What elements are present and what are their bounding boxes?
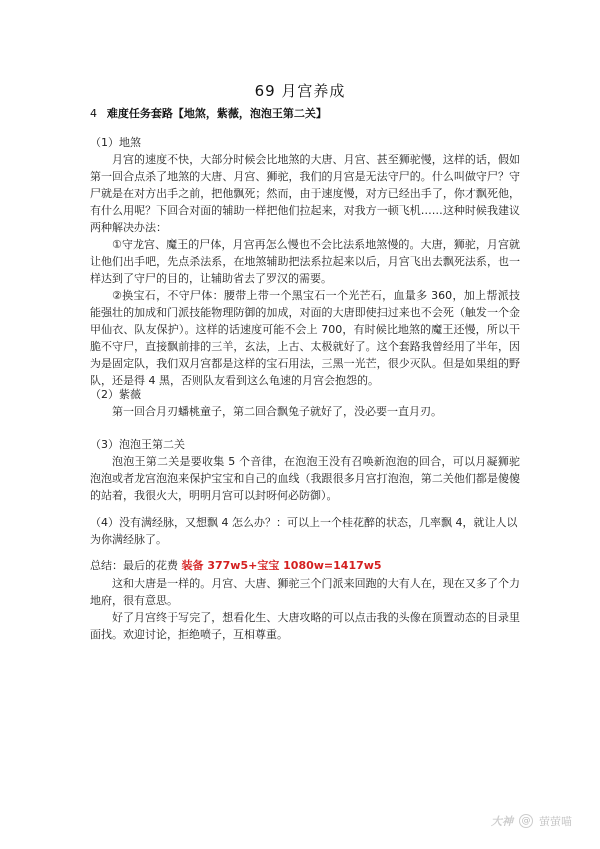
section-2-heading: （2）紫薇 [90, 388, 141, 401]
section-2 [90, 386, 520, 420]
section-1-paragraph-2: ①守龙宫、魔王的尸体，月宫再怎么慢也不会比法系地煞慢的。大唐，狮驼，月宫就让他们出手吧，先点杀法系，在地煞辅助把法系拉起来以后，月宫飞出去飘死法系，也一样达到了守尸的目的，让辅助省去了罗汉的需要。 [90, 238, 520, 285]
summary-body [90, 575, 520, 643]
section-3-paragraph-1: 泡泡王第二关是要收集 5 个音律，在泡泡王没有召唤新泡泡的回合，可以月凝狮驼泡泡或者龙宫泡泡来保护宝宝和自己的血线（我跟很多月宫打泡泡，第二关他们都是傻傻的站着，我很火大，明明月宫可以封呀何必防御）。 [90, 455, 520, 502]
section-subtitle [90, 105, 327, 121]
at-icon: @ [519, 814, 533, 828]
summary-paragraph-2: 好了月宫终于写完了，想看化生、大唐攻略的可以点击我的头像在顶置动态的目录里面找。欢迎讨论，拒绝喷子，互相尊重。 [90, 611, 520, 641]
page-title: 69 月宫养成 [254, 82, 346, 100]
section-4-text: （4）没有满经脉，又想飘 4 怎么办？：可以上一个桂花醉的状态，几率飘 4，就让人以为你满经脉了。 [90, 516, 518, 546]
section-3 [90, 436, 520, 504]
section-1-paragraph-1: 月宫的速度不快，大部分时候会比地煞的大唐、月宫、甚至狮驼慢，这样的话，假如第一回合点杀了地煞的大唐、月宫、狮驼，我们的月宫是无法守尸的。什么叫做守尸？守尸就是在对方出手之前，把他飘死；然而，由于速度慢，对方已经出手了，你才飘死他，有什么用呢？下回合对面的辅助一样把他们拉起来，对我方一顿飞机……这种时候我建议两种解决办法： [90, 153, 520, 234]
section-1-paragraph-3: ②换宝石，不守尸体：腰带上带一个黑宝石一个光芒石，血量多 360，加上帮派技能强壮的加成和门派技能物理防御的加成，对面的大唐即使扫过来也不会死（触发一个金甲仙衣、队友保护）。这样的话速度可能不会上 700，有时候比地煞的魔王还慢，所以干脆不守尸，直接飘前排的三羊，玄法，上古、太极就好了。这个套路我曾经用了半年，因为是固定队，我们双月宫都是这样的宝石用法，三黑一光芒，很少灭队。但是如果组的野队，还是得 4 黑，否则队友看到这么龟速的月宫会抱怨的。 [90, 289, 520, 387]
section-1-heading: （1）地煞 [90, 136, 141, 149]
summary-line [90, 557, 382, 574]
summary-cost: 装备 377w5+宝宝 1080w=1417w5 [181, 559, 382, 572]
subtitle-number: 4 [90, 107, 97, 120]
summary-paragraph-1: 这和大唐是一样的。月宫、大唐、狮驼三个门派来回跑的大有人在，现在又多了个力地府，很有意思。 [90, 577, 520, 607]
brand-name: 萤萤喵 [539, 815, 572, 828]
subtitle-text: 难度任务套路【地煞，紫薇，泡泡王第二关】 [106, 107, 327, 120]
section-1 [90, 134, 520, 389]
brand-watermark [491, 813, 572, 829]
brand-logo: 大神 [491, 815, 513, 828]
section-4 [90, 514, 520, 548]
section-2-paragraph-1: 第一回合月刃蟠桃童子，第二回合飘兔子就好了，没必要一直月刃。 [112, 405, 442, 418]
summary-prefix: 总结：最后的花费 [90, 559, 178, 572]
section-3-heading: （3）泡泡王第二关 [90, 438, 185, 451]
